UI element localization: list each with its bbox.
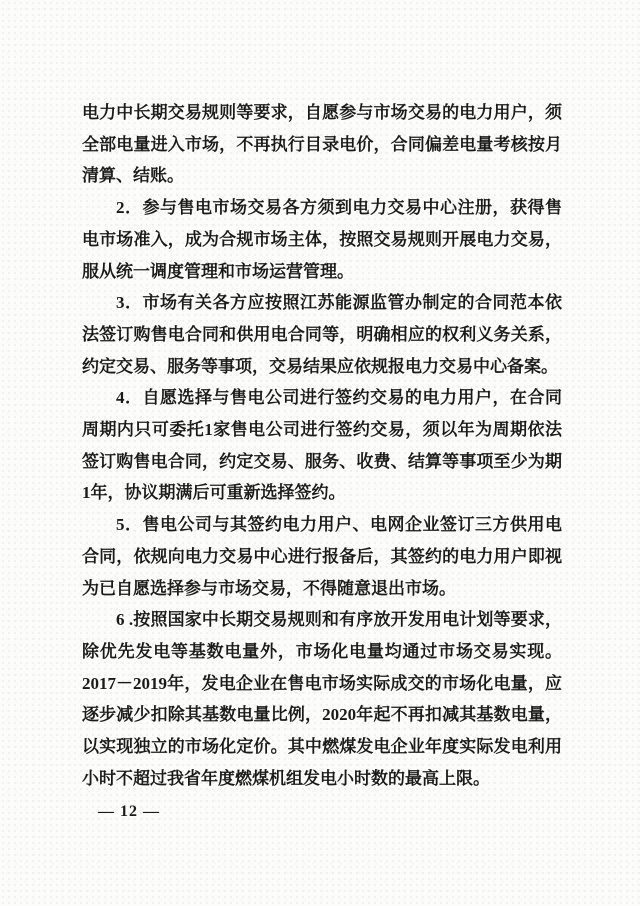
text-line: 周期内只可委托1家售电公司进行签约交易，须以年为周期依法 [82,420,562,440]
text-line: 法签订购售电合同和供用电合同等，明确相应的权利义务关系， [82,324,562,344]
paragraph [82,97,562,192]
text-line: 合同，依规向电力交易中心进行报备后，其签约的电力用户即视 [82,546,562,566]
text-line: 2017－2019年，发电企业在售电市场实际成交的市场化电量，应 [82,673,562,693]
paragraph [82,509,562,604]
text-line: 3．市场有关各方应按照江苏能源监管办制定的合同范本依 [116,293,562,313]
paragraph [82,192,562,287]
text-line: 小时不超过我省年度燃煤机组发电小时数的最高上限。 [82,768,490,788]
text-line: 全部电量进入市场，不再执行目录电价，合同偏差电量考核按月 [82,134,562,154]
paragraph [82,382,562,509]
text-line: 清算、结账。 [82,166,184,186]
text-line: 逐步减少扣除其基数电量比例，2020年起不再扣减其基数电量， [82,705,562,725]
paragraph [82,604,562,794]
text-line: 服从统一调度管理和市场运营管理。 [82,261,354,281]
text-line: 以实现独立的市场化定价。其中燃煤发电企业年度实际发电利用 [82,737,562,757]
text-line: 2．参与售电市场交易各方须到电力交易中心注册，获得售 [116,198,562,218]
document-text-block [82,97,562,794]
text-line: 签订购售电合同，约定交易、服务、收费、结算等事项至少为期 [82,451,562,471]
text-line: 为已自愿选择参与市场交易，不得随意退出市场。 [82,578,456,598]
page-number: — 12 — [98,803,160,820]
text-line: 5．售电公司与其签约电力用户、电网企业签订三方供用电 [116,515,562,535]
text-line: 6 .按照国家中长期交易规则和有序放开发用电计划等要求， [116,610,562,630]
paragraph [82,287,562,382]
text-line: 1年，协议期满后可重新选择签约。 [82,483,346,503]
text-line: 约定交易、服务等事项，交易结果应依规报电力交易中心备案。 [82,356,558,376]
text-line: 电力中长期交易规则等要求，自愿参与市场交易的电力用户，须 [82,103,562,122]
text-line: 除优先发电等基数电量外，市场化电量均通过市场交易实现。 [82,641,562,661]
text-line: 4．自愿选择与售电公司进行签约交易的电力用户，在合同 [116,388,562,408]
text-line: 电市场准入，成为合规市场主体，按照交易规则开展电力交易， [82,229,562,249]
